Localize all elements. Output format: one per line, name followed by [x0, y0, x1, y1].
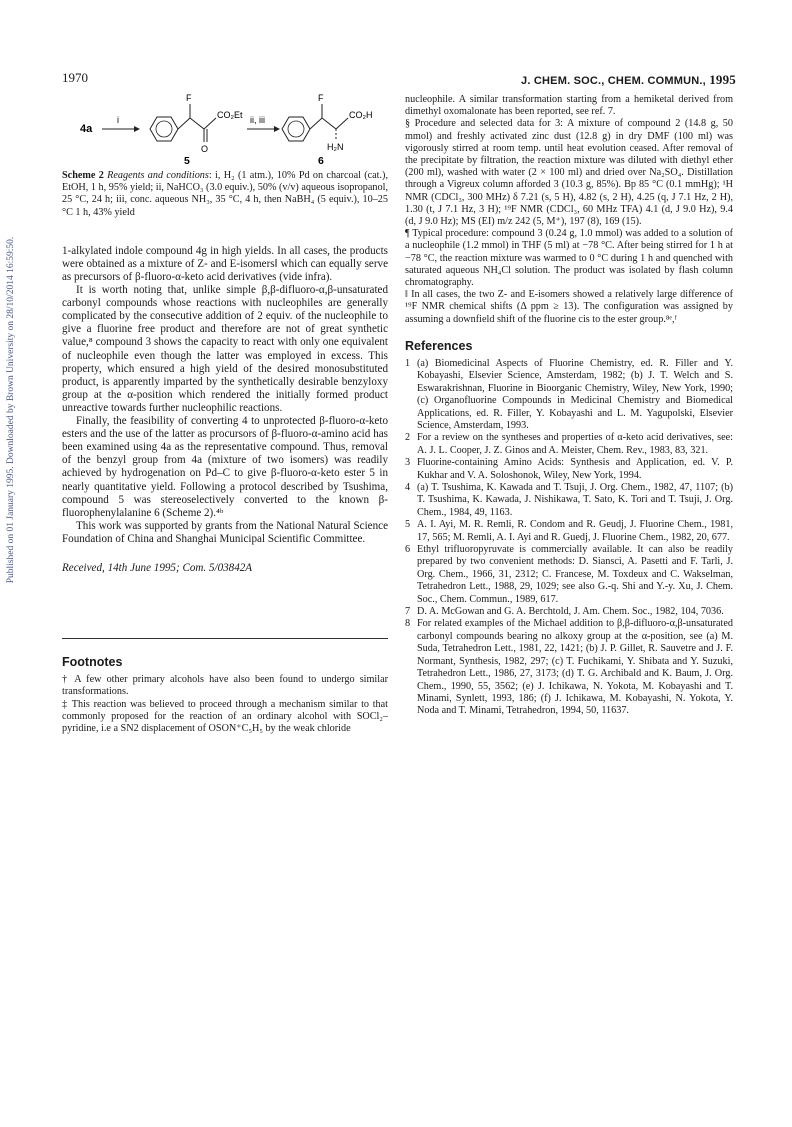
- bond-right-2: [322, 118, 336, 129]
- received-line: Received, 14th June 1995; Com. 5/03842A: [62, 561, 253, 574]
- footnote-pilcrow: ¶ Typical procedure: compound 3 (0.24 g, 1.0 mmol) was added to a solution of a nucleophile (1.2 mmol) in THF (5 ml) at −78 °C. After being stirred for 1 h at −78 °C, the reaction mixture was warmed to 0 °C during 1 h and quenched with saturated aqueous NH₄Cl solution. The product was isolated by flash column chromatography.: [405, 228, 733, 289]
- bond-left-1: [178, 118, 190, 129]
- paragraph-1: 1-alkylated indole compound 4g in high yields. In all cases, the products were obtained as a mixture of Z- and E-isomers‖ which can equally serve as precursors of β-fluoro-α-keto acid derivatives (vide infra).: [62, 244, 388, 283]
- bond-left-3: [204, 118, 216, 129]
- caption-text: : i, H₂ (1 atm.), 10% Pd on charcoal (cat.), EtOH, 1 h, 95% yield; ii, NaHCO₃ (3.0 equiv.), 50% (v/v) aqueous isopropanol, 25 °C, 24 h; iii, conc. aqueous NH₃, 35 °C, 4 h, then NaBH₄ (5 equiv.), 10–25 °C 1 h, 43% yield: [62, 170, 388, 218]
- amine-label: H₂N: [327, 142, 344, 152]
- compound-5-label: 5: [184, 155, 190, 164]
- right-footnotes: [405, 94, 733, 326]
- provenance-sidebar: [4, 160, 18, 660]
- paragraph-4: This work was supported by grants from the National Natural Science Foundation of China and Shanghai Municipal Scientific Committee.: [62, 519, 388, 545]
- arrow-head-2: [274, 126, 280, 132]
- reference-item: 8 For related examples of the Michael addition to β,β-difluoro-α,β-unsaturated carbonyl compounds bearing no alkoxy group at the α-position, see (a) M. Suda, Tetrahedron Lett., 1981, 22, 1421; (b) J. P. Gillet, R. Sauvetre and J. F. Normant, Synthesis, 1982, 297; (c) T. Fuchikami, Y. Shibata and Y. Suzuki, Tetrahedron Lett., 1986, 27, 3173; (d) T. G. Archibald and K. Baum, J. Org. Chem., 1990, 55, 3562; (e) J. Ichikawa, N. Yokota, M. Kobayashi and T. Minami, Synlett, 1993, 186; (f) J. Ichikawa, M. Kobayashi, N. Yokota, Y. Noda and T. Minami, Tetrahedron, 1994, 50, 11637.: [405, 618, 733, 717]
- footnote-dagger: † A few other primary alcohols have also been found to undergo similar transformations.: [62, 674, 388, 698]
- reference-item: 1 (a) Biomedicinal Aspects of Fluorine Chemistry, ed. R. Filler and Y. Kobayashi, Elsevier Science, Amsterdam, 1982; (b) J. T. Welch and S. Eswarakrishnan, Fluorine in Bioorganic Chemistry, Wiley, New York, 1990; (c) Organofluorine Compounds in Medicinal Chemistry and Biomedical Applications, ed. R. Filler, Y. Kobayashi and L. M. Yagupolski, Elsevier Science, Amsterdam, 1993.: [405, 357, 733, 431]
- left-footnotes: [62, 656, 388, 735]
- caption-italic: Reagents and conditions: [107, 170, 209, 181]
- step-2-label: ii, iii: [250, 115, 265, 125]
- scheme-caption: [62, 170, 388, 219]
- scheme-2-diagram: [62, 92, 388, 164]
- benzene-circle-right: [288, 121, 304, 137]
- references-list: [405, 358, 733, 718]
- footnotes-divider: [62, 638, 388, 639]
- fluorine-label-right: F: [318, 93, 324, 103]
- footnotes-heading: Footnotes: [62, 655, 123, 669]
- compound-6-label: 6: [318, 155, 324, 164]
- arrow-head-1: [134, 126, 140, 132]
- provenance-text: Published on 01 January 1995. Downloaded by Brown University on 28/10/2014 16:59:50.: [6, 236, 16, 584]
- bond-right-3: [336, 118, 348, 129]
- reference-item: 4 (a) T. Tsushima, K. Kawada and T. Tsuji, J. Org. Chem., 1982, 47, 1107; (b) T. Tsushima, K. Kawada, J. Nishikawa, T. Sato, K. Tori and T. Tsuji, J. Org. Chem., 1984, 49, 1163.: [405, 482, 733, 518]
- journal-year: 1995: [709, 72, 736, 87]
- footnote-parallel: ‖ In all cases, the two Z- and E-isomers showed a relatively large difference of ¹⁹F NMR chemical shifts (Δ ppm ≥ 13). The configuration was assigned by assuming a downfield shift of the fluorine cis to the ester group.⁸ᵉ,ᶠ: [405, 289, 733, 325]
- bond-left-2: [190, 118, 204, 129]
- reference-item: 3 Fluorine-containing Amino Acids: Synthesis and Application, ed. V. P. Kukhar and V. A. Soloshonok, Wiley, New York, 1994.: [405, 457, 733, 481]
- acid-label: CO₂H: [349, 110, 373, 120]
- reference-item: 5 A. I. Ayi, M. R. Remli, R. Condom and R. Geudj, J. Fluorine Chem., 1981, 17, 565; M. Remli, A. I. Ayi and R. Guedj, J. Fluorine Chem., 1982, 20, 677.: [405, 519, 733, 543]
- bond-right-1: [310, 118, 322, 129]
- ester-label: CO₂Et: [217, 110, 243, 120]
- reference-item: 2 For a review on the syntheses and properties of α-keto acid derivatives, see: A. J. L. Cooper, J. Z. Ginos and A. Meister, Chem. Rev., 1983, 83, 321.: [405, 432, 733, 456]
- benzene-circle-left: [156, 121, 172, 137]
- paragraph-3: Finally, the feasibility of converting 4 to unprotected β-fluoro-α-keto esters and the use of the latter as procursors of β-fluoro-α-amino acid has been examined using 4a as the representative compound. Thus, removal of the benzyl group from 4a (mixture of two isomers) was readily achieved by hydrogenation on Pd–C to give β-fluoro-α-keto ester 5 in nearly quantitative yield. Following a protocol described by Tsushima, compound 5 was stereoselectively converted to the known β-fluorophenylalanine 6 (Scheme 2).⁴ᵇ: [62, 415, 388, 519]
- footnote-section: § Procedure and selected data for 3: A mixture of compound 2 (14.8 g, 50 mmol) and freshly activated zinc dust (12.8 g) in dry DMF (100 ml) was vigorously stirred at room temp. until heat evolution ceased. After removal of the precipitate by filtration, the reaction mixture was diluted with diethyl ether (200 ml), washed with water (2 × 100 ml) and dried over Na₂SO₄. Distillation through a Vigreux column afforded 3 (10.3 g, 85%). Bp 85 °C (0.1 mmHg); ¹H NMR (CDCl₃, 300 MHz) δ 7.21 (s, 5 H), 4.82 (s, 2 H), 4.25 (q, J 7.1 Hz, 2 H), 1.30 (t, J 7.1 Hz, 3 H); ¹⁹F NMR (CDCl₃, 60 MHz TFA) 4.1 (d, J 9.0 Hz), 9.4 (d, J 9.0 Hz); MS (EI) m/z 242 (5, M⁺), 197 (8), 169 (15).: [405, 118, 733, 228]
- step-1-label: i: [117, 115, 119, 125]
- fluorine-label-left: F: [186, 93, 192, 103]
- left-column: [62, 170, 388, 575]
- reference-item: 7 D. A. McGowan and G. A. Berchtold, J. Am. Chem. Soc., 1982, 104, 7036.: [405, 606, 724, 618]
- journal-header: [521, 72, 736, 88]
- reference-item: 6 Ethyl trifluoropyruvate is commercially available. It can also be readily prepared by two convenient methods: D. Siansci, A. Pasetti and F. Tarli, J. Org. Chem., 1966, 31, 2312; C. Francese, M. Toxdeux and C. Wakselman, Tetrahedron Lett., 1988, 29, 1029; see also G.-q. Shi and Y.-y. Xu, J. Chem. Soc., Chem. Commun., 1989, 617.: [405, 544, 733, 605]
- references-heading: References: [405, 338, 473, 353]
- oxygen-label: O: [201, 144, 209, 154]
- caption-label: Scheme 2: [62, 170, 104, 181]
- footnote-double-dagger: ‡ This reaction was believed to proceed through a mechanism similar to that commonly proposed for the reaction of an ordinary alcohol with SOCl₂–pyridine, i.e a SN2 displacement of OSON⁺C₅H₅ by the weak chloride: [62, 698, 388, 734]
- right-column: [405, 94, 733, 718]
- footnote-continuation: nucleophile. A similar transformation starting from a hemiketal derived from dimethyl oxomalonate has been reported, see ref. 7.: [405, 94, 733, 118]
- scheme-start-label: 4a: [80, 123, 93, 135]
- page-number: 1970: [62, 70, 88, 85]
- journal-name: J. CHEM. SOC., CHEM. COMMUN.,: [521, 75, 706, 87]
- paragraph-2: It is worth noting that, unlike simple β,β-difluoro-α,β-unsaturated carbonyl compounds whose reactions with nucleophiles are generally complicated by the consecutive addition of 2 equiv. of the nucleophile to give a fluorine free product and therefore are not of great synthetic value,⁸ compound 3 shows the capacity to react with only one equivalent of nucleophile even though the latter was employed in excess. This property, which ensured a high yield of the desired monosubstituted product, is apparently imparted by the synthetically desirable benzyloxy group at the α-position which rendered the initially formed product unreactive towards further nucleophilic reactions.: [62, 284, 388, 414]
